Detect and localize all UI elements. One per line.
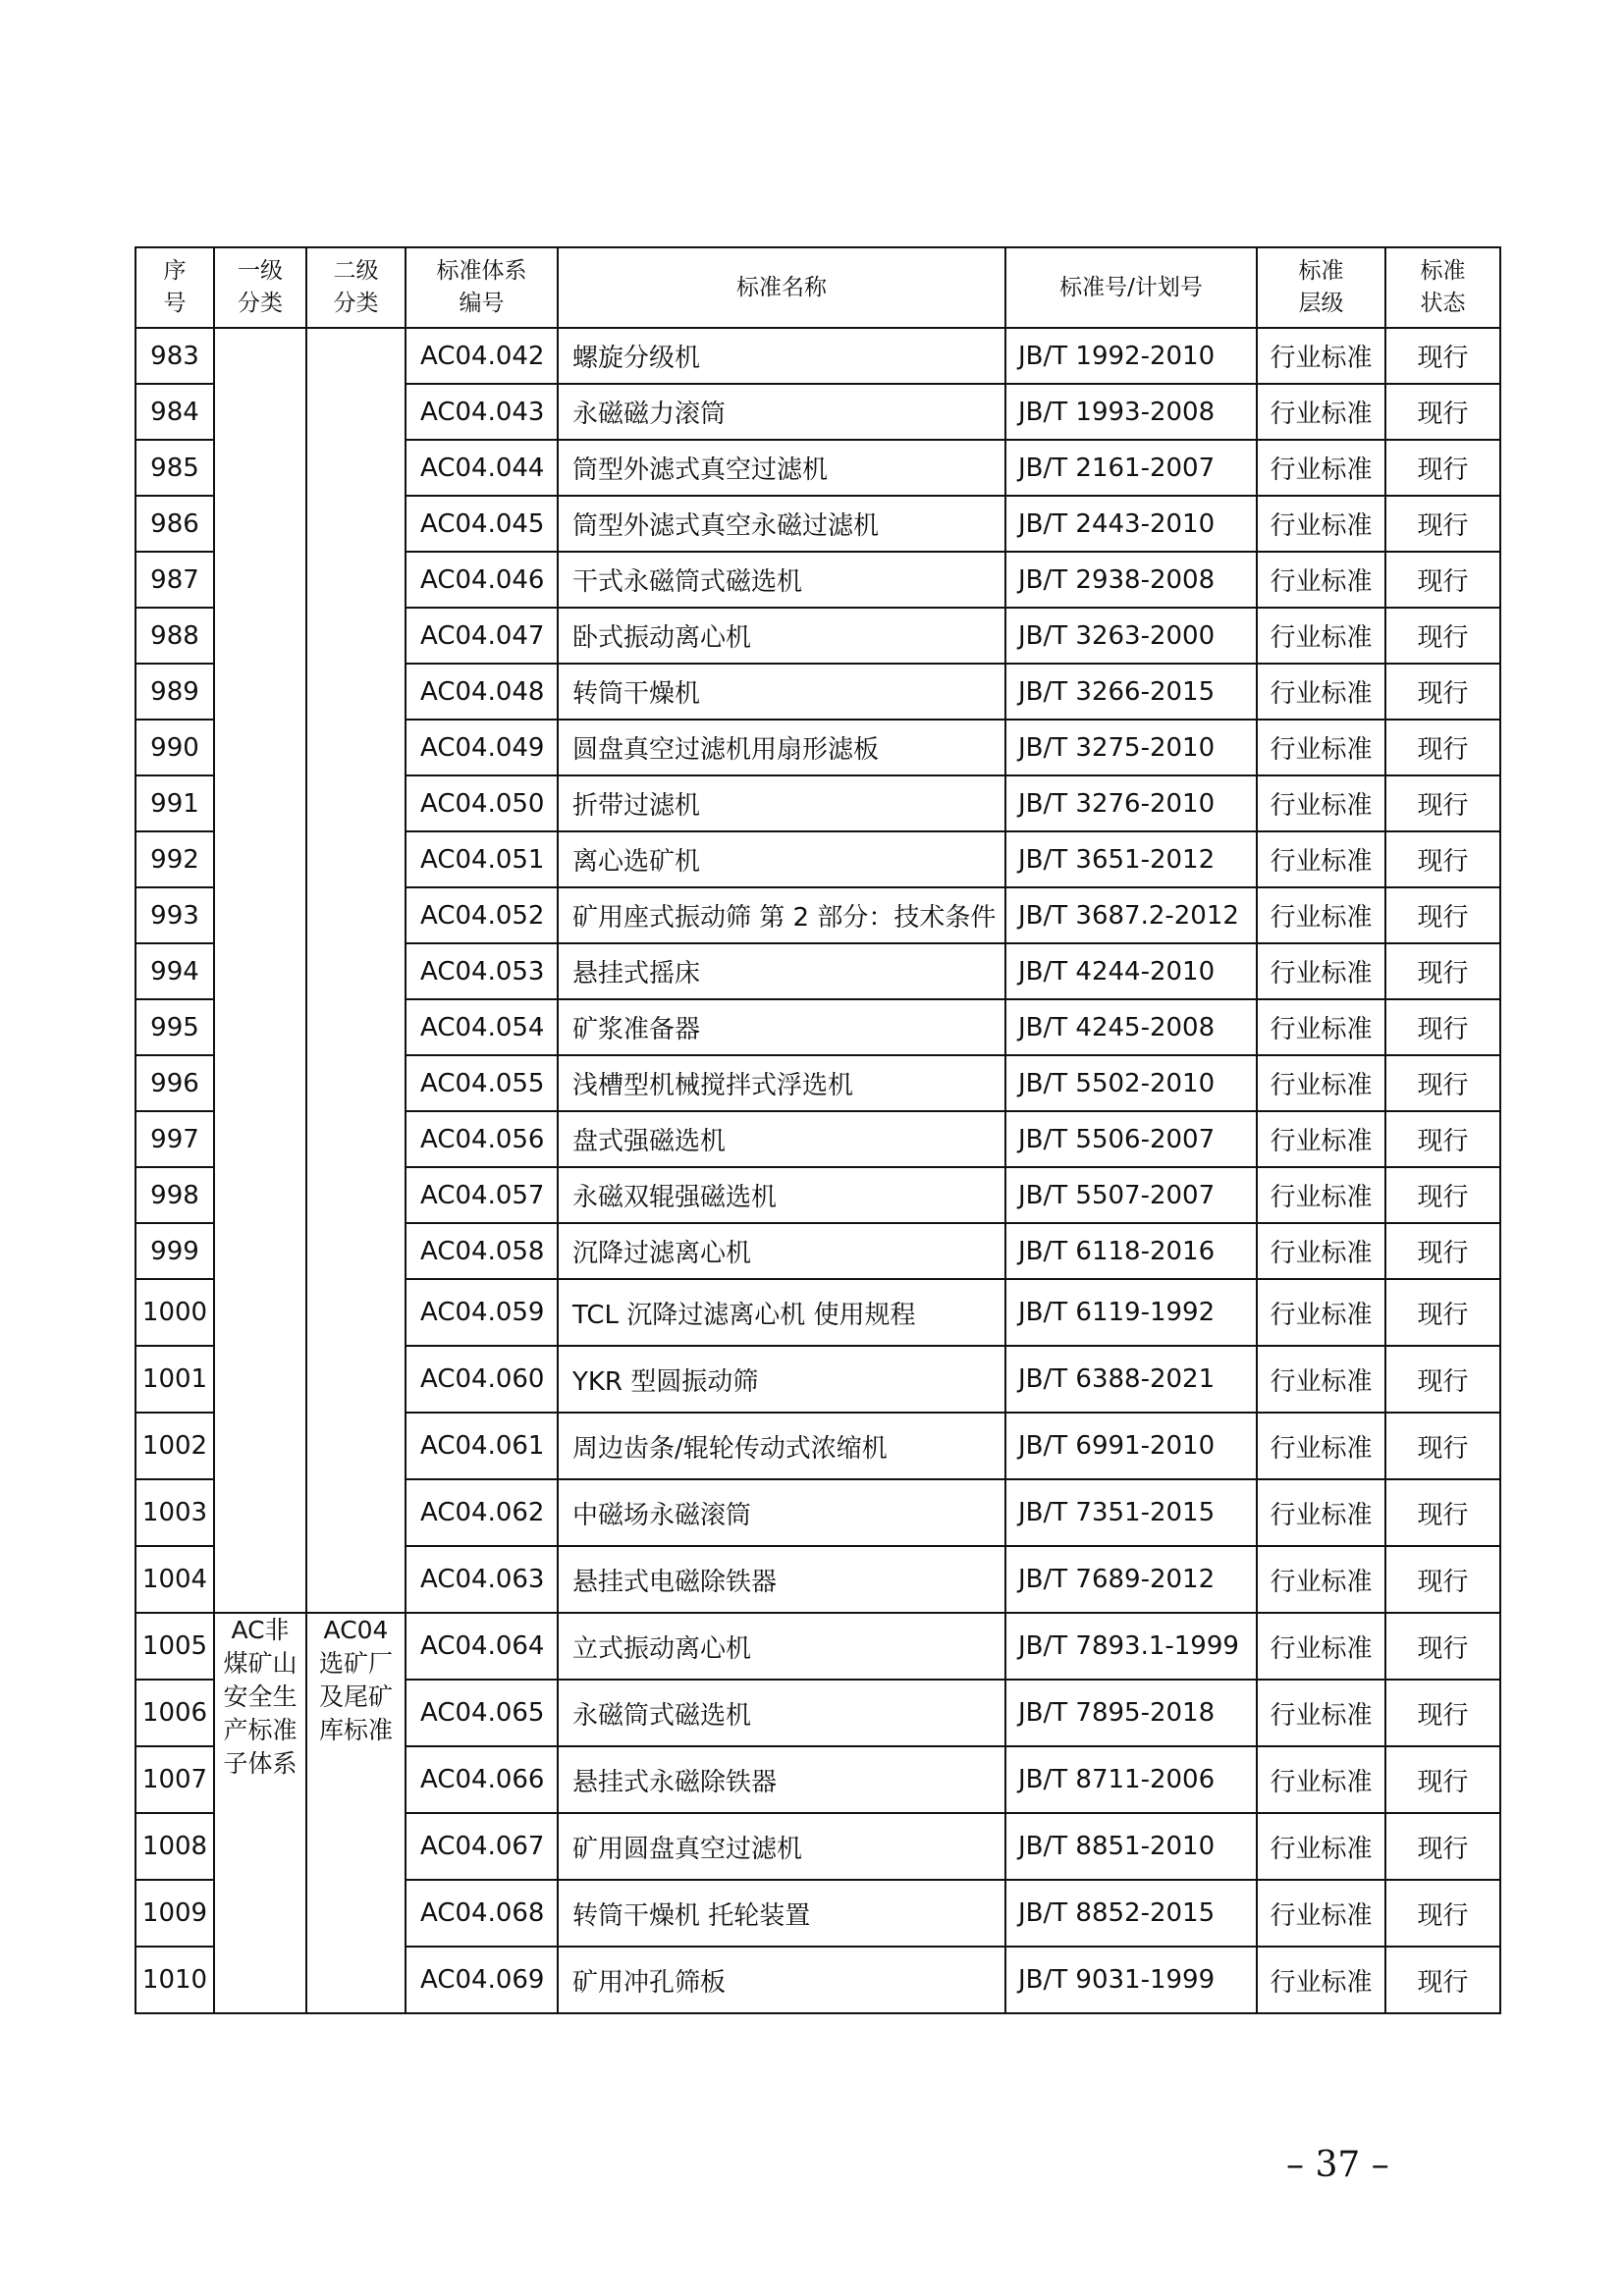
- name-cell: 卧式振动离心机: [558, 608, 1005, 664]
- status-cell: 现行: [1385, 1746, 1500, 1813]
- seq-cell: 1010: [135, 1947, 214, 2013]
- header-std-no: 标准号/计划号: [1005, 247, 1257, 328]
- code-cell: AC04.046: [406, 552, 558, 608]
- status-cell: 现行: [1385, 1055, 1500, 1111]
- name-cell: 悬挂式永磁除铁器: [558, 1746, 1005, 1813]
- name-cell: 筒型外滤式真空过滤机: [558, 440, 1005, 496]
- seq-cell: 1001: [135, 1346, 214, 1413]
- std-no-cell: JB/T 6119-1992: [1005, 1279, 1257, 1346]
- table-body: [135, 328, 1500, 2013]
- code-cell: AC04.069: [406, 1947, 558, 2013]
- level1-category-cell: [214, 328, 306, 1613]
- name-cell: 浅槽型机械搅拌式浮选机: [558, 1055, 1005, 1111]
- level-cell: 行业标准: [1257, 1111, 1385, 1167]
- level-cell: 行业标准: [1257, 1279, 1385, 1346]
- level-cell: 行业标准: [1257, 328, 1385, 384]
- status-cell: 现行: [1385, 943, 1500, 999]
- name-cell: 矿用座式振动筛 第 2 部分：技术条件: [558, 887, 1005, 943]
- header-std-level: 标准层级: [1257, 247, 1385, 328]
- level-cell: 行业标准: [1257, 887, 1385, 943]
- status-cell: 现行: [1385, 1813, 1500, 1880]
- std-no-cell: JB/T 6388-2021: [1005, 1346, 1257, 1413]
- level-cell: 行业标准: [1257, 1746, 1385, 1813]
- level-cell: 行业标准: [1257, 1680, 1385, 1746]
- seq-cell: 988: [135, 608, 214, 664]
- code-cell: AC04.057: [406, 1167, 558, 1223]
- level-cell: 行业标准: [1257, 831, 1385, 887]
- name-cell: 沉降过滤离心机: [558, 1223, 1005, 1279]
- status-cell: 现行: [1385, 831, 1500, 887]
- level-cell: 行业标准: [1257, 664, 1385, 720]
- code-cell: AC04.050: [406, 775, 558, 831]
- name-cell: 矿用圆盘真空过滤机: [558, 1813, 1005, 1880]
- std-no-cell: JB/T 2938-2008: [1005, 552, 1257, 608]
- header-seq: 序号: [135, 247, 214, 328]
- status-cell: 现行: [1385, 552, 1500, 608]
- status-cell: 现行: [1385, 1947, 1500, 2013]
- seq-cell: 1003: [135, 1479, 214, 1546]
- name-cell: 悬挂式摇床: [558, 943, 1005, 999]
- name-cell: 圆盘真空过滤机用扇形滤板: [558, 720, 1005, 775]
- level-cell: 行业标准: [1257, 440, 1385, 496]
- seq-cell: 998: [135, 1167, 214, 1223]
- code-cell: AC04.064: [406, 1613, 558, 1680]
- seq-cell: 987: [135, 552, 214, 608]
- level-cell: 行业标准: [1257, 1479, 1385, 1546]
- level-cell: 行业标准: [1257, 552, 1385, 608]
- seq-cell: 989: [135, 664, 214, 720]
- std-no-cell: JB/T 5502-2010: [1005, 1055, 1257, 1111]
- header-status: 标准状态: [1385, 247, 1500, 328]
- code-cell: AC04.067: [406, 1813, 558, 1880]
- std-no-cell: JB/T 8711-2006: [1005, 1746, 1257, 1813]
- std-no-cell: JB/T 9031-1999: [1005, 1947, 1257, 2013]
- name-cell: 立式振动离心机: [558, 1613, 1005, 1680]
- std-no-cell: JB/T 8852-2015: [1005, 1880, 1257, 1947]
- name-cell: 永磁筒式磁选机: [558, 1680, 1005, 1746]
- level-cell: 行业标准: [1257, 384, 1385, 440]
- level2-category-cell: [306, 1613, 406, 2013]
- status-cell: 现行: [1385, 328, 1500, 384]
- seq-cell: 1008: [135, 1813, 214, 1880]
- level2-category-text: AC04选矿厂及尾矿库标准: [318, 1616, 393, 1744]
- seq-cell: 1000: [135, 1279, 214, 1346]
- std-no-cell: JB/T 7893.1-1999: [1005, 1613, 1257, 1680]
- header-name: 标准名称: [558, 247, 1005, 328]
- level-cell: 行业标准: [1257, 1813, 1385, 1880]
- level-cell: 行业标准: [1257, 1413, 1385, 1479]
- status-cell: 现行: [1385, 384, 1500, 440]
- status-cell: 现行: [1385, 1880, 1500, 1947]
- seq-cell: 994: [135, 943, 214, 999]
- code-cell: AC04.068: [406, 1880, 558, 1947]
- seq-cell: 996: [135, 1055, 214, 1111]
- status-cell: 现行: [1385, 1479, 1500, 1546]
- code-cell: AC04.044: [406, 440, 558, 496]
- status-cell: 现行: [1385, 1546, 1500, 1613]
- header-code: 标准体系编号: [406, 247, 558, 328]
- table-row: [135, 328, 1500, 384]
- header-level1: 一级分类: [214, 247, 306, 328]
- seq-cell: 983: [135, 328, 214, 384]
- level-cell: 行业标准: [1257, 1223, 1385, 1279]
- std-no-cell: JB/T 6118-2016: [1005, 1223, 1257, 1279]
- level-cell: 行业标准: [1257, 943, 1385, 999]
- status-cell: 现行: [1385, 1680, 1500, 1746]
- level-cell: 行业标准: [1257, 1167, 1385, 1223]
- code-cell: AC04.048: [406, 664, 558, 720]
- status-cell: 现行: [1385, 1223, 1500, 1279]
- code-cell: AC04.056: [406, 1111, 558, 1167]
- table-header-row: [135, 247, 1500, 328]
- seq-cell: 995: [135, 999, 214, 1055]
- status-cell: 现行: [1385, 775, 1500, 831]
- seq-cell: 991: [135, 775, 214, 831]
- code-cell: AC04.062: [406, 1479, 558, 1546]
- level-cell: 行业标准: [1257, 1947, 1385, 2013]
- std-no-cell: JB/T 7351-2015: [1005, 1479, 1257, 1546]
- status-cell: 现行: [1385, 664, 1500, 720]
- seq-cell: 997: [135, 1111, 214, 1167]
- page-number: – 37 –: [1286, 2145, 1389, 2185]
- level-cell: 行业标准: [1257, 1346, 1385, 1413]
- seq-cell: 1009: [135, 1880, 214, 1947]
- name-cell: 转筒干燥机 托轮装置: [558, 1880, 1005, 1947]
- std-no-cell: JB/T 4245-2008: [1005, 999, 1257, 1055]
- std-no-cell: JB/T 3275-2010: [1005, 720, 1257, 775]
- code-cell: AC04.051: [406, 831, 558, 887]
- code-cell: AC04.063: [406, 1546, 558, 1613]
- name-cell: 永磁双辊强磁选机: [558, 1167, 1005, 1223]
- status-cell: 现行: [1385, 496, 1500, 552]
- seq-cell: 1002: [135, 1413, 214, 1479]
- status-cell: 现行: [1385, 1279, 1500, 1346]
- code-cell: AC04.055: [406, 1055, 558, 1111]
- level-cell: 行业标准: [1257, 608, 1385, 664]
- std-no-cell: JB/T 1992-2010: [1005, 328, 1257, 384]
- name-cell: 离心选矿机: [558, 831, 1005, 887]
- code-cell: AC04.054: [406, 999, 558, 1055]
- status-cell: 现行: [1385, 1613, 1500, 1680]
- std-no-cell: JB/T 5506-2007: [1005, 1111, 1257, 1167]
- std-no-cell: JB/T 3263-2000: [1005, 608, 1257, 664]
- code-cell: AC04.047: [406, 608, 558, 664]
- code-cell: AC04.061: [406, 1413, 558, 1479]
- name-cell: 矿用冲孔筛板: [558, 1947, 1005, 2013]
- std-no-cell: JB/T 2161-2007: [1005, 440, 1257, 496]
- std-no-cell: JB/T 7895-2018: [1005, 1680, 1257, 1746]
- std-no-cell: JB/T 8851-2010: [1005, 1813, 1257, 1880]
- name-cell: 矿浆准备器: [558, 999, 1005, 1055]
- status-cell: 现行: [1385, 440, 1500, 496]
- name-cell: 干式永磁筒式磁选机: [558, 552, 1005, 608]
- status-cell: 现行: [1385, 1346, 1500, 1413]
- name-cell: 转筒干燥机: [558, 664, 1005, 720]
- seq-cell: 1007: [135, 1746, 214, 1813]
- status-cell: 现行: [1385, 608, 1500, 664]
- seq-cell: 1004: [135, 1546, 214, 1613]
- status-cell: 现行: [1385, 887, 1500, 943]
- seq-cell: 999: [135, 1223, 214, 1279]
- table-row: [135, 1613, 1500, 1680]
- level-cell: 行业标准: [1257, 496, 1385, 552]
- standards-table: [135, 246, 1501, 2014]
- std-no-cell: JB/T 1993-2008: [1005, 384, 1257, 440]
- status-cell: 现行: [1385, 1111, 1500, 1167]
- code-cell: AC04.058: [406, 1223, 558, 1279]
- code-cell: AC04.053: [406, 943, 558, 999]
- code-cell: AC04.049: [406, 720, 558, 775]
- status-cell: 现行: [1385, 720, 1500, 775]
- status-cell: 现行: [1385, 999, 1500, 1055]
- status-cell: 现行: [1385, 1167, 1500, 1223]
- level-cell: 行业标准: [1257, 720, 1385, 775]
- seq-cell: 984: [135, 384, 214, 440]
- level-cell: 行业标准: [1257, 1880, 1385, 1947]
- code-cell: AC04.043: [406, 384, 558, 440]
- code-cell: AC04.059: [406, 1279, 558, 1346]
- code-cell: AC04.060: [406, 1346, 558, 1413]
- level-cell: 行业标准: [1257, 999, 1385, 1055]
- std-no-cell: JB/T 6991-2010: [1005, 1413, 1257, 1479]
- name-cell: 盘式强磁选机: [558, 1111, 1005, 1167]
- seq-cell: 986: [135, 496, 214, 552]
- name-cell: 悬挂式电磁除铁器: [558, 1546, 1005, 1613]
- std-no-cell: JB/T 3651-2012: [1005, 831, 1257, 887]
- name-cell: YKR 型圆振动筛: [558, 1346, 1005, 1413]
- name-cell: 螺旋分级机: [558, 328, 1005, 384]
- name-cell: TCL 沉降过滤离心机 使用规程: [558, 1279, 1005, 1346]
- code-cell: AC04.066: [406, 1746, 558, 1813]
- code-cell: AC04.042: [406, 328, 558, 384]
- name-cell: 永磁磁力滚筒: [558, 384, 1005, 440]
- std-no-cell: JB/T 3266-2015: [1005, 664, 1257, 720]
- level2-category-cell: [306, 328, 406, 1613]
- level1-category-cell: [214, 1613, 306, 2013]
- level-cell: 行业标准: [1257, 1613, 1385, 1680]
- seq-cell: 1006: [135, 1680, 214, 1746]
- header-level2: 二级分类: [306, 247, 406, 328]
- std-no-cell: JB/T 3276-2010: [1005, 775, 1257, 831]
- level-cell: 行业标准: [1257, 1055, 1385, 1111]
- std-no-cell: JB/T 5507-2007: [1005, 1167, 1257, 1223]
- name-cell: 折带过滤机: [558, 775, 1005, 831]
- level1-category-text: AC非煤矿山安全生产标准子体系: [223, 1616, 298, 1778]
- code-cell: AC04.052: [406, 887, 558, 943]
- status-cell: 现行: [1385, 1413, 1500, 1479]
- name-cell: 周边齿条/辊轮传动式浓缩机: [558, 1413, 1005, 1479]
- level-cell: 行业标准: [1257, 775, 1385, 831]
- std-no-cell: JB/T 4244-2010: [1005, 943, 1257, 999]
- name-cell: 筒型外滤式真空永磁过滤机: [558, 496, 1005, 552]
- seq-cell: 985: [135, 440, 214, 496]
- std-no-cell: JB/T 3687.2-2012: [1005, 887, 1257, 943]
- name-cell: 中磁场永磁滚筒: [558, 1479, 1005, 1546]
- seq-cell: 992: [135, 831, 214, 887]
- std-no-cell: JB/T 2443-2010: [1005, 496, 1257, 552]
- std-no-cell: JB/T 7689-2012: [1005, 1546, 1257, 1613]
- seq-cell: 993: [135, 887, 214, 943]
- code-cell: AC04.045: [406, 496, 558, 552]
- seq-cell: 990: [135, 720, 214, 775]
- level-cell: 行业标准: [1257, 1546, 1385, 1613]
- seq-cell: 1005: [135, 1613, 214, 1680]
- code-cell: AC04.065: [406, 1680, 558, 1746]
